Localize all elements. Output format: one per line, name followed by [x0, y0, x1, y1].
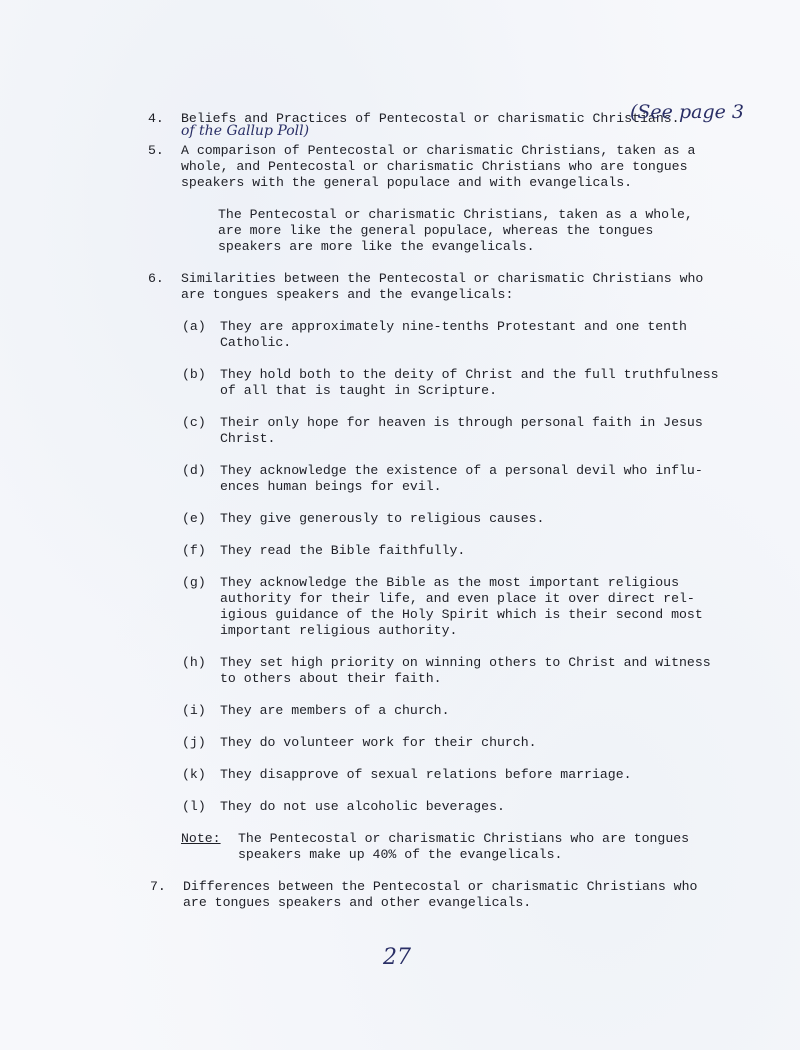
item-7-number: 7. — [150, 879, 166, 894]
item-6-number: 6. — [148, 271, 164, 286]
item-6-line-1: Similarities between the Pentecostal or charismatic Christians who — [181, 271, 704, 286]
subitem-line: of all that is taught in Scripture. — [220, 383, 497, 398]
subitem-line: ences human beings for evil. — [220, 479, 442, 494]
item-5-quote-line-3: speakers are more like the evangelicals. — [218, 239, 535, 254]
note-line-1: The Pentecostal or charismatic Christians who are tongues — [238, 831, 690, 846]
subitem-line: They are members of a church. — [220, 703, 450, 718]
subitem-line: They give generously to religious causes. — [220, 511, 545, 526]
subitem-label: (k) — [182, 767, 206, 782]
note-line-2: speakers make up 40% of the evangelicals. — [238, 847, 563, 862]
subitem-label: (j) — [182, 735, 206, 750]
item-5-number: 5. — [148, 143, 164, 158]
subitem-label: (a) — [182, 319, 206, 334]
handwritten-annotation-line-1: (See page 3 — [630, 101, 744, 123]
subitem-line: Christ. — [220, 431, 276, 446]
item-5-quote-line-1: The Pentecostal or charismatic Christians, taken as a whole, — [218, 207, 693, 222]
subitem-line: They read the Bible faithfully. — [220, 543, 466, 558]
subitem-line: Their only hope for heaven is through personal faith in Jesus — [220, 415, 703, 430]
item-6-line-2: are tongues speakers and the evangelicals: — [181, 287, 514, 302]
subitem-line: They hold both to the deity of Christ and the full truthfulness — [220, 367, 719, 382]
item-5-line-2: whole, and Pentecostal or charismatic Christians who are tongues — [181, 159, 688, 174]
item-7-line-2: are tongues speakers and other evangelicals. — [183, 895, 532, 910]
subitem-label: (g) — [182, 575, 206, 590]
item-4-line-1: Beliefs and Practices of Pentecostal or charismatic Christians. — [181, 111, 680, 126]
subitem-label: (i) — [182, 703, 206, 718]
subitem-line: They acknowledge the Bible as the most important religious — [220, 575, 679, 590]
subitem-label: (h) — [182, 655, 206, 670]
subitem-label: (f) — [182, 543, 206, 558]
subitem-line: to others about their faith. — [220, 671, 442, 686]
item-4-number: 4. — [148, 111, 164, 126]
note-label: Note: — [181, 831, 221, 846]
item-7-line-1: Differences between the Pentecostal or charismatic Christians who — [183, 879, 698, 894]
subitem-line: authority for their life, and even place it over direct rel- — [220, 591, 695, 606]
subitem-label: (d) — [182, 463, 206, 478]
subitem-line: igious guidance of the Holy Spirit which is their second most — [220, 607, 703, 622]
subitem-label: (e) — [182, 511, 206, 526]
subitem-line: They do not use alcoholic beverages. — [220, 799, 505, 814]
item-5-quote-line-2: are more like the general populace, whereas the tongues — [218, 223, 654, 238]
subitem-line: They acknowledge the existence of a personal devil who influ- — [220, 463, 703, 478]
subitem-line: They disapprove of sexual relations before marriage. — [220, 767, 632, 782]
subitem-label: (l) — [182, 799, 206, 814]
subitem-line: They do volunteer work for their church. — [220, 735, 537, 750]
subitem-label: (c) — [182, 415, 206, 430]
subitem-line: Catholic. — [220, 335, 292, 350]
item-5-line-3: speakers with the general populace and with evangelicals. — [181, 175, 633, 190]
subitem-line: They set high priority on winning others to Christ and witness — [220, 655, 711, 670]
item-5-line-1: A comparison of Pentecostal or charismatic Christians, taken as a — [181, 143, 696, 158]
subitem-line: They are approximately nine-tenths Protestant and one tenth — [220, 319, 687, 334]
handwritten-annotation-line-2: of the Gallup Poll) — [181, 123, 310, 139]
handwritten-page-number: 27 — [383, 945, 411, 970]
subitem-label: (b) — [182, 367, 206, 382]
subitem-line: important religious authority. — [220, 623, 458, 638]
